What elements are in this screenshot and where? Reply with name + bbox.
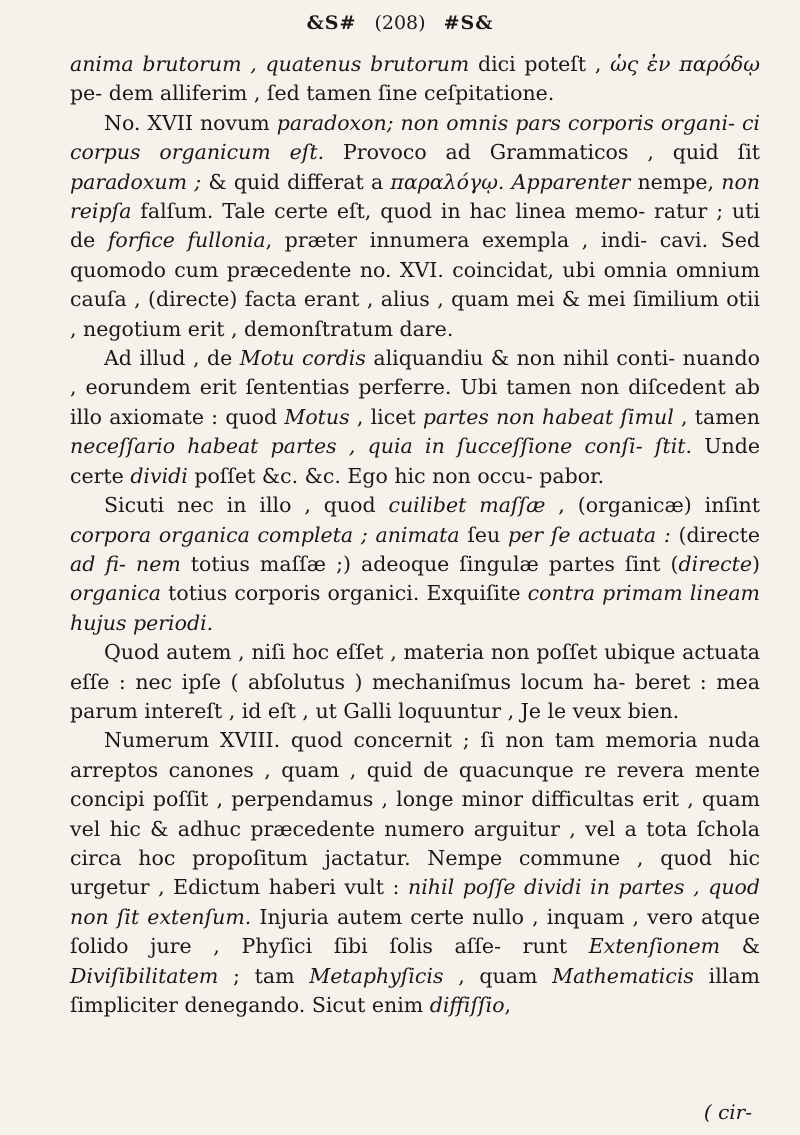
italic-text-run: corpora organica completa ; animata xyxy=(70,522,460,547)
italic-text-run: dividi xyxy=(130,463,188,488)
text-run: falſum. Tale certe eſt, quod in hac linea memo- ratur ; uti de xyxy=(70,199,760,253)
text-run: aliquandiu & non nihil conti- nuando , eorundem erit ſententias perferre. Ubi tamen non diſcedent ab illo axiomate : quod xyxy=(70,346,760,429)
text-run: illam ſimpliciter denegando. Sicut enim xyxy=(70,963,760,1017)
body-text xyxy=(70,50,760,1020)
text-run: (directe xyxy=(670,522,760,547)
text-run: & quid differat a xyxy=(201,169,391,194)
italic-text-run: forfice fullonia xyxy=(107,228,266,253)
italic-text-run: παραλόγῳ. Apparenter xyxy=(390,169,631,194)
paragraph xyxy=(70,344,760,491)
italic-text-run: directe xyxy=(678,551,752,576)
italic-text-run: nihil poſſe dividi in partes , quod non ſit extenſum. xyxy=(70,875,760,929)
italic-text-run: Mathematicis xyxy=(552,963,694,988)
catchword: ( cir- xyxy=(703,1100,752,1124)
text-run: ) xyxy=(751,551,760,576)
italic-text-run: paradoxum ; xyxy=(70,169,202,194)
right-ornament: #S& xyxy=(443,12,494,34)
text-run: , quam xyxy=(443,963,553,988)
paragraph xyxy=(70,50,760,109)
text-run: poſſet &c. &c. Ego hic non occu- pabor. xyxy=(187,463,605,488)
text-run: No. XVII novum xyxy=(104,110,277,135)
text-run: totius corporis organici. Exquiſite xyxy=(160,581,528,606)
text-run: dici poteſt , xyxy=(469,52,611,76)
italic-text-run: Motu cordis xyxy=(239,346,366,371)
italic-text-run: organica xyxy=(70,581,161,606)
text-run: ; tam xyxy=(218,963,310,988)
italic-text-run: cuilibet maſſæ xyxy=(388,493,546,518)
paragraph xyxy=(70,638,760,726)
italic-text-run: Metaphyſicis xyxy=(309,963,444,988)
page-header xyxy=(0,6,800,40)
text-run: ſeu xyxy=(459,522,509,547)
italic-text-run: Motus xyxy=(284,404,350,429)
italic-text-run: ὡς ἐν παρόδῳ xyxy=(610,52,760,76)
text-run: Provoco ad Grammaticos , quid ſit xyxy=(324,140,760,165)
text-run: & xyxy=(720,934,760,959)
italic-text-run: non reipſa xyxy=(70,169,760,224)
page-number: (208) xyxy=(374,12,426,34)
text-run: Quod autem , niſi hoc eſſet , materia non poſſet ubique actuata eſſe : nec ipſe ( abſolutus ) mechaniſmus locum ha- beret : mea parum intereſt , id eſt , ut Galli loquuntur , Je le veux bien. xyxy=(70,640,760,723)
italic-text-run: diffiſſio xyxy=(429,993,505,1017)
text-run: , (organicæ) inſint xyxy=(545,493,760,518)
italic-text-run: paradoxon; non omnis pars corporis organi- ci corpus organicum eſt. xyxy=(70,110,760,165)
left-ornament: &S# xyxy=(306,12,357,34)
text-run: , præter innumera exempla , indi- cavi. Sed quomodo cum præcedente no. XVI. coincidat, ubi omnia omnium cauſa , (directe) facta erant , alius , quam mei & mei ſimilium otii , negotium erit , demonſtratum dare. xyxy=(70,228,760,341)
text-run: nempe, xyxy=(630,169,722,194)
italic-text-run: Extenſionem xyxy=(588,934,721,959)
text-run: , xyxy=(504,993,512,1017)
text-run: totius maſſæ ;) adeoque ſingulæ partes ſint ( xyxy=(180,551,679,576)
text-run: Unde certe xyxy=(70,434,760,488)
text-run: , tamen xyxy=(673,404,760,429)
text-run: pe- dem alliferim , ſed tamen ſine ceſpitatione. xyxy=(70,81,555,106)
italic-text-run: neceſſario habeat partes , quia in ſucceſſione conſi- ſtit. xyxy=(70,434,693,459)
text-run: , licet xyxy=(349,404,423,429)
paragraph xyxy=(70,491,760,638)
text-run: Sicuti nec in illo , quod xyxy=(104,493,389,518)
italic-text-run: per ſe actuata : xyxy=(508,522,671,547)
text-run: Injuria autem certe nullo , inquam , vero atque ſolido jure , Phyſici ſibi ſolis aſſe- runt xyxy=(70,904,760,959)
paragraph xyxy=(70,109,760,344)
italic-text-run: Diviſibilitatem xyxy=(70,963,219,988)
italic-text-run: contra primam lineam hujus periodi. xyxy=(70,581,760,635)
italic-text-run: ad fi- nem xyxy=(70,551,181,576)
text-run: Numerum XVIII. quod concernit ; ſi non tam memoria nuda arreptos canones , quam , quid de quacunque re revera mente concipi poſſit , perpendamus , longe minor difficultas erit , quam vel hic & adhuc præcedente numero arguitur , vel a tota ſchola circa hoc propoſitum jactatur. Nempe commune , quod hic urgetur , Edictum haberi vult : xyxy=(70,728,760,900)
text-run: Ad illud , de xyxy=(104,346,240,371)
italic-text-run: partes non habeat ſimul xyxy=(422,404,674,429)
paragraph xyxy=(70,726,760,1020)
italic-text-run: anima brutorum , quatenus brutorum xyxy=(70,52,470,76)
